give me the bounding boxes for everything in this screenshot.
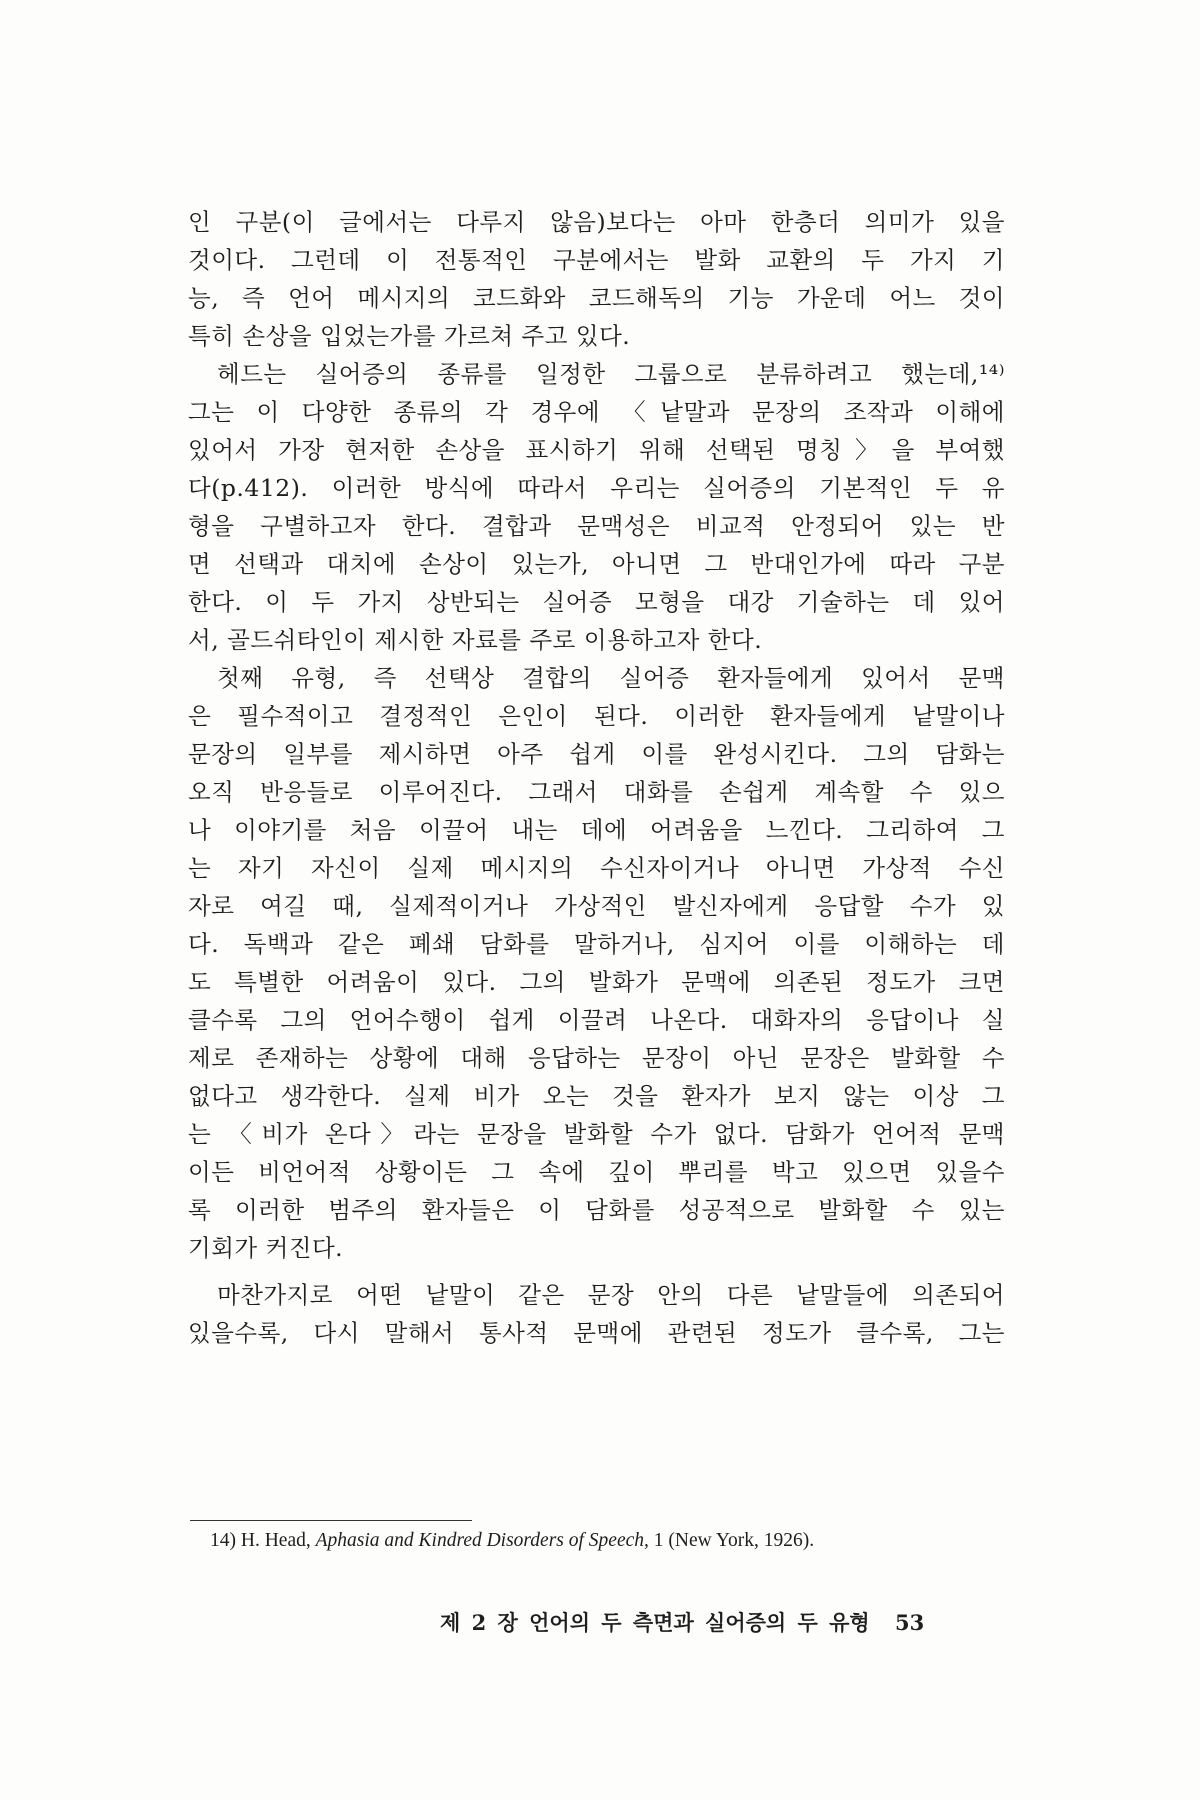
footnote-title: Aphasia and Kindred Disorders of Speech,	[315, 1530, 649, 1551]
footnote-divider	[190, 1520, 472, 1521]
footnote-author: H. Head,	[240, 1530, 311, 1551]
footer-chapter-title: 언어의 두 측면과 실어증의 두 유형	[529, 1610, 870, 1635]
text-line: 형을 구별하고자 한다. 결합과 문맥성은 비교적 안정되어 있는 반	[188, 512, 1005, 540]
body-text	[188, 203, 1005, 1352]
text-line: 는 〈비가 온다〉라는 문장을 발화할 수가 없다. 담화가 언어적 문맥	[188, 1120, 1005, 1148]
text-line: 는 자기 자신이 실제 메시지의 수신자이거나 아니면 가상적 수신	[188, 854, 1005, 882]
text-line: 이든 비언어적 상황이든 그 속에 깊이 뿌리를 박고 있으면 있을수	[188, 1158, 1005, 1186]
text-line: 특히 손상을 입었는가를 가르쳐 주고 있다.	[188, 322, 631, 350]
text-line: 자로 여길 때, 실제적이거나 가상적인 발신자에게 응답할 수가 있	[188, 892, 1005, 920]
running-footer	[440, 1608, 1000, 1638]
text-line: 도 특별한 어려움이 있다. 그의 발화가 문맥에 의존된 정도가 크면	[188, 968, 1005, 996]
text-line: 문장의 일부를 제시하면 아주 쉽게 이를 완성시킨다. 그의 담화는	[188, 740, 1005, 768]
footer-chapter: 제 2 장	[440, 1610, 518, 1635]
text-line: 나 이야기를 처음 이끌어 내는 데에 어려움을 느낀다. 그리하여 그	[188, 816, 1005, 844]
text-line: 그는 이 다양한 종류의 각 경우에 〈낱말과 문장의 조작과 이해에	[188, 398, 1005, 426]
footnote-details: 1 (New York, 1926).	[653, 1530, 815, 1551]
text-line: 능, 즉 언어 메시지의 코드화와 코드해독의 기능 가운데 어느 것이	[188, 284, 1005, 312]
text-line: 제로 존재하는 상황에 대해 응답하는 문장이 아닌 문장은 발화할 수	[188, 1044, 1005, 1072]
footnote-marker: 14)	[210, 1530, 236, 1551]
text-line: 다(p.412). 이러한 방식에 따라서 우리는 실어증의 기본적인 두 유	[188, 474, 1005, 502]
text-line: 있을수록, 다시 말해서 통사적 문맥에 관련된 정도가 클수록, 그는	[188, 1319, 1005, 1347]
text-line: 서, 골드쉬타인이 제시한 자료를 주로 이용하고자 한다.	[188, 626, 763, 654]
text-line: 첫째 유형, 즉 선택상 결합의 실어증 환자들에게 있어서 문맥	[217, 664, 1005, 692]
text-line: 것이다. 그런데 이 전통적인 구분에서는 발화 교환의 두 가지 기	[188, 246, 1005, 274]
text-line: 마찬가지로 어떤 낱말이 같은 문장 안의 다른 낱말들에 의존되어	[217, 1281, 1005, 1309]
text-line: 다. 독백과 같은 폐쇄 담화를 말하거나, 심지어 이를 이해하는 데	[188, 930, 1005, 958]
text-line: 기회가 커진다.	[188, 1234, 344, 1262]
text-line: 오직 반응들로 이루어진다. 그래서 대화를 손쉽게 계속할 수 있으	[188, 778, 1005, 806]
text-line: 없다고 생각한다. 실제 비가 오는 것을 환자가 보지 않는 이상 그	[188, 1082, 1005, 1110]
text-line: 면 선택과 대치에 손상이 있는가, 아니면 그 반대인가에 따라 구분	[188, 550, 1005, 578]
text-line: 클수록 그의 언어수행이 쉽게 이끌려 나온다. 대화자의 응답이나 실	[188, 1006, 1005, 1034]
text-line: 한다. 이 두 가지 상반되는 실어증 모형을 대강 기술하는 데 있어	[188, 588, 1005, 616]
text-line: 록 이러한 범주의 환자들은 이 담화를 성공적으로 발화할 수 있는	[188, 1196, 1005, 1224]
footnote	[210, 1528, 1010, 1554]
text-line: 은 필수적이고 결정적인 은인이 된다. 이러한 환자들에게 낱말이나	[188, 702, 1005, 730]
page-number: 53	[895, 1610, 925, 1635]
text-line: 있어서 가장 현저한 손상을 표시하기 위해 선택된 명칭〉을 부여했	[188, 436, 1005, 464]
text-line: 헤드는 실어증의 종류를 일정한 그룹으로 분류하려고 했는데,¹⁴⁾	[217, 360, 1005, 388]
text-line: 인 구분(이 글에서는 다루지 않음)보다는 아마 한층더 의미가 있을	[188, 208, 1005, 236]
